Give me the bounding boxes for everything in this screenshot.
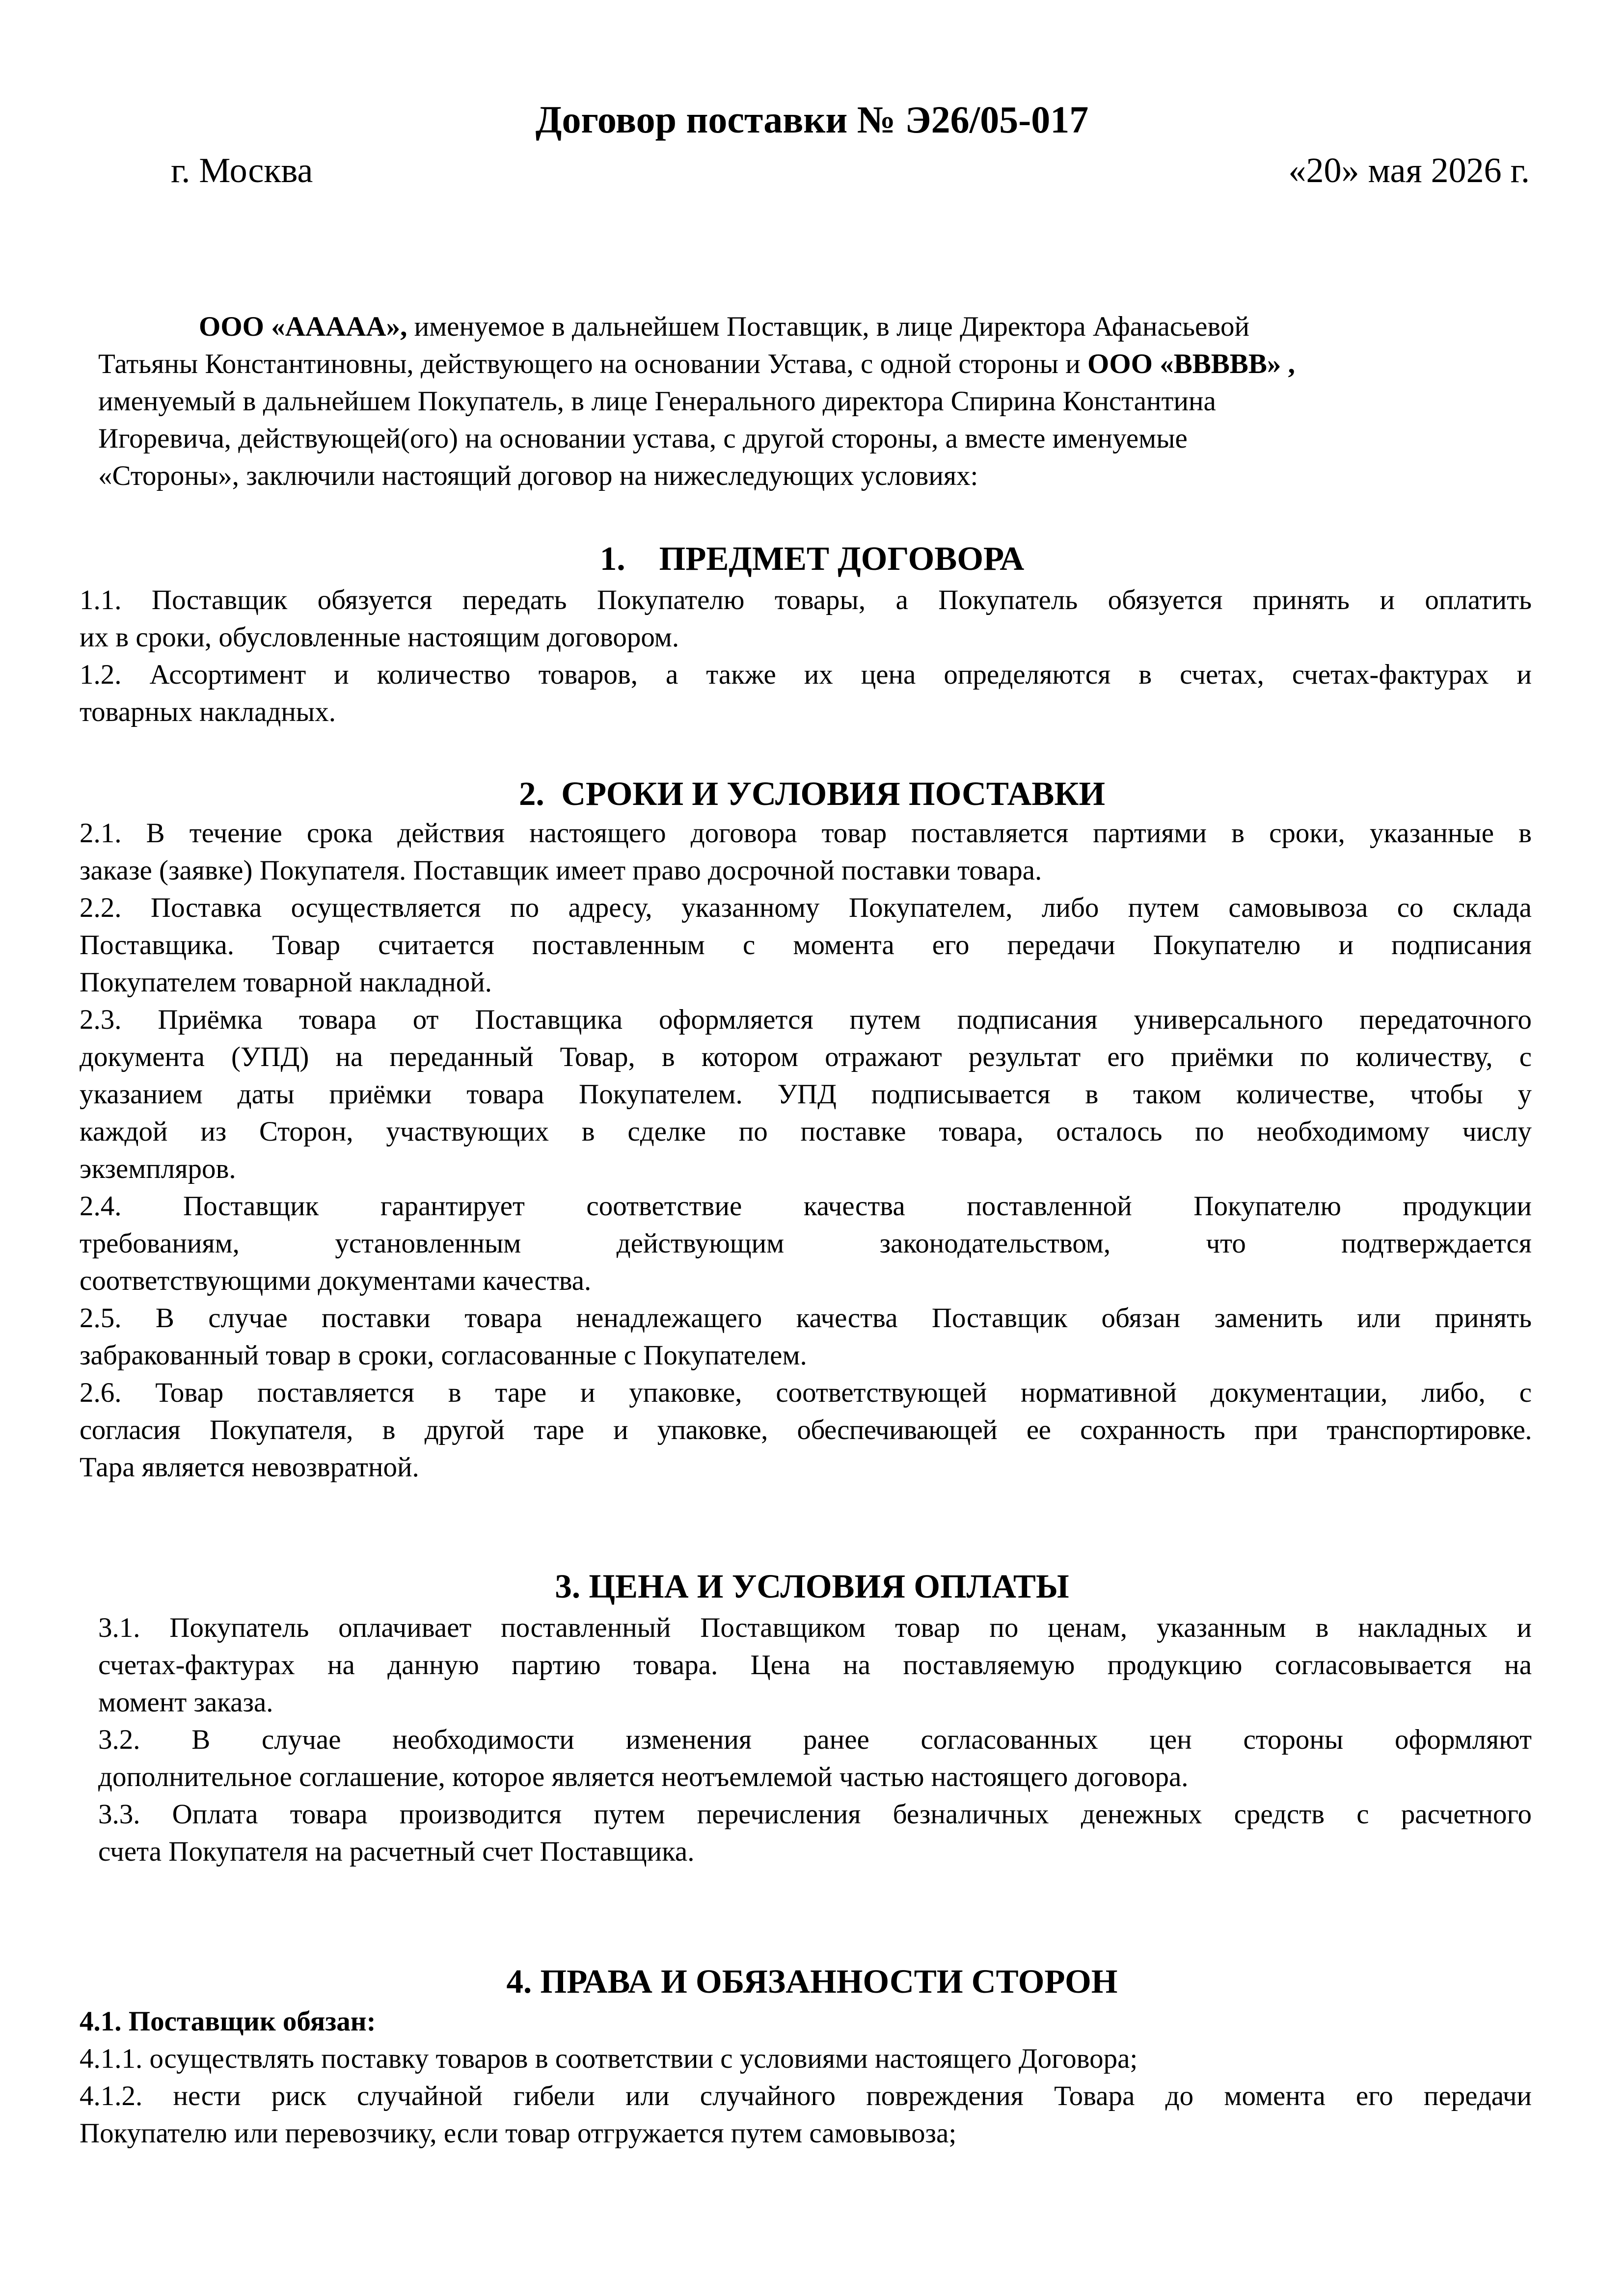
clause-line: 4.1.1. осуществлять поставку товаров в соответствии с условиями настоящего Договора; bbox=[80, 2043, 1138, 2074]
preamble-line: ООО «ААААА», именуемое в дальнейшем Поставщик, в лице Директора Афанасьевой bbox=[199, 311, 1249, 342]
clause-line: дополнительное соглашение, которое является неотъемлемой частью настоящего договора. bbox=[98, 1762, 1189, 1792]
preamble bbox=[98, 308, 1532, 495]
section-1-body bbox=[80, 582, 1532, 731]
clause-line: соответствующими документами качества. bbox=[80, 1265, 592, 1296]
subsection-heading: 4.1. Поставщик обязан: bbox=[80, 2006, 376, 2037]
clause-line: заказе (заявке) Покупателя. Поставщик имеет право досрочной поставки товара. bbox=[80, 855, 1042, 886]
clause-line: счетах-фактурах на данную партию товара. Цена на поставляемую продукцию согласовывается на bbox=[98, 1650, 1532, 1681]
preamble-line: Татьяны Константиновны, действующего на основании Устава, с одной стороны и ООО «BBBBB» , bbox=[98, 348, 1295, 379]
clause-line: 2.3. Приёмка товара от Поставщика оформляется путем подписания универсального передаточного bbox=[80, 1004, 1532, 1035]
clause-line: Тара является невозвратной. bbox=[80, 1452, 419, 1483]
section-2-body bbox=[80, 815, 1532, 1486]
clause-line: 2.6. Товар поставляется в таре и упаковке, соответствующей нормативной документации, либо, с bbox=[80, 1377, 1532, 1408]
preamble-line: Игоревича, действующей(ого) на основании устава, с другой стороны, а вместе именуемые bbox=[98, 423, 1188, 454]
supplier-name: ООО «ААААА», bbox=[199, 311, 407, 342]
section-heading: 1. ПРЕДМЕТ ДОГОВОРА bbox=[599, 540, 1025, 577]
clause-line: экземпляров. bbox=[80, 1153, 236, 1184]
contract-place: г. Москва bbox=[171, 151, 313, 190]
buyer-name: ООО «BBBBB» , bbox=[1087, 348, 1295, 379]
clause-line: 2.2. Поставка осуществляется по адресу, указанному Покупателем, либо путем самовывоза со склада bbox=[80, 892, 1532, 923]
clause-line: 3.3. Оплата товара производится путем перечисления безналичных денежных средств с расчетного bbox=[98, 1799, 1532, 1830]
clause-line: счета Покупателя на расчетный счет Поставщика. bbox=[98, 1836, 695, 1867]
contract-date: «20» мая 2026 г. bbox=[1288, 151, 1530, 190]
preamble-line: «Стороны», заключили настоящий договор на нижеследующих условиях: bbox=[98, 460, 978, 491]
clause-line: документа (УПД) на переданный Товар, в котором отражают результат его приёмки по количеству, с bbox=[80, 1041, 1532, 1072]
clause-line: 3.2. В случае необходимости изменения ранее согласованных цен стороны оформляют bbox=[98, 1724, 1532, 1755]
clause-line: 2.5. В случае поставки товара ненадлежащего качества Поставщик обязан заменить или принять bbox=[80, 1303, 1532, 1334]
clause-line: их в сроки, обусловленные настоящим договором. bbox=[80, 622, 679, 653]
preamble-line: именуемый в дальнейшем Покупатель, в лице Генерального директора Спирина Константина bbox=[98, 386, 1216, 417]
clause-line: Поставщика. Товар считается поставленным с момента его передачи Покупателю и подписания bbox=[80, 930, 1532, 961]
clause-line: требованиям, установленным действующим законодательством, что подтверждается bbox=[80, 1228, 1532, 1259]
clause-line: Покупателем товарной накладной. bbox=[80, 967, 492, 998]
clause-line: согласия Покупателя, в другой таре и упаковке, обеспечивающей ее сохранность при транспортировке. bbox=[80, 1415, 1532, 1445]
clause-line: 4.1.2. нести риск случайной гибели или случайного повреждения Товара до момента его передачи bbox=[80, 2081, 1532, 2111]
section-heading: 4. ПРАВА И ОБЯЗАННОСТИ СТОРОН bbox=[506, 1963, 1118, 2000]
clause-line: 1.1. Поставщик обязуется передать Покупателю товары, а Покупатель обязуется принять и оплатить bbox=[80, 585, 1532, 615]
clause-line: товарных накладных. bbox=[80, 696, 336, 727]
clause-line: 2.1. В течение срока действия настоящего договора товар поставляется партиями в сроки, указанные в bbox=[80, 818, 1532, 849]
document-title: Договор поставки № Э26/05-017 bbox=[535, 98, 1089, 141]
clause-line: каждой из Сторон, участвующих в сделке по поставке товара, осталось по необходимому числу bbox=[80, 1116, 1532, 1147]
section-heading: 2. СРОКИ И УСЛОВИЯ ПОСТАВКИ bbox=[518, 775, 1106, 812]
clause-line: забракованный товар в сроки, согласованные с Покупателем. bbox=[80, 1340, 807, 1371]
section-4-body bbox=[80, 2040, 1532, 2152]
clause-line: 3.1. Покупатель оплачивает поставленный Поставщиком товар по ценам, указанным в накладных и bbox=[98, 1612, 1532, 1643]
clause-line: указанием даты приёмки товара Покупателем. УПД подписывается в таком количестве, чтобы у bbox=[80, 1079, 1532, 1110]
section-heading: 3. ЦЕНА И УСЛОВИЯ ОПЛАТЫ bbox=[555, 1568, 1069, 1605]
clause-line: 1.2. Ассортимент и количество товаров, а также их цена определяются в счетах, счетах-фактурах и bbox=[80, 659, 1532, 690]
section-3-body bbox=[98, 1609, 1532, 1870]
clause-line: 2.4. Поставщик гарантирует соответствие качества поставленной Покупателю продукции bbox=[80, 1191, 1532, 1222]
clause-line: момент заказа. bbox=[98, 1687, 273, 1718]
clause-line: Покупателю или перевозчику, если товар отгружается путем самовывоза; bbox=[80, 2118, 957, 2149]
